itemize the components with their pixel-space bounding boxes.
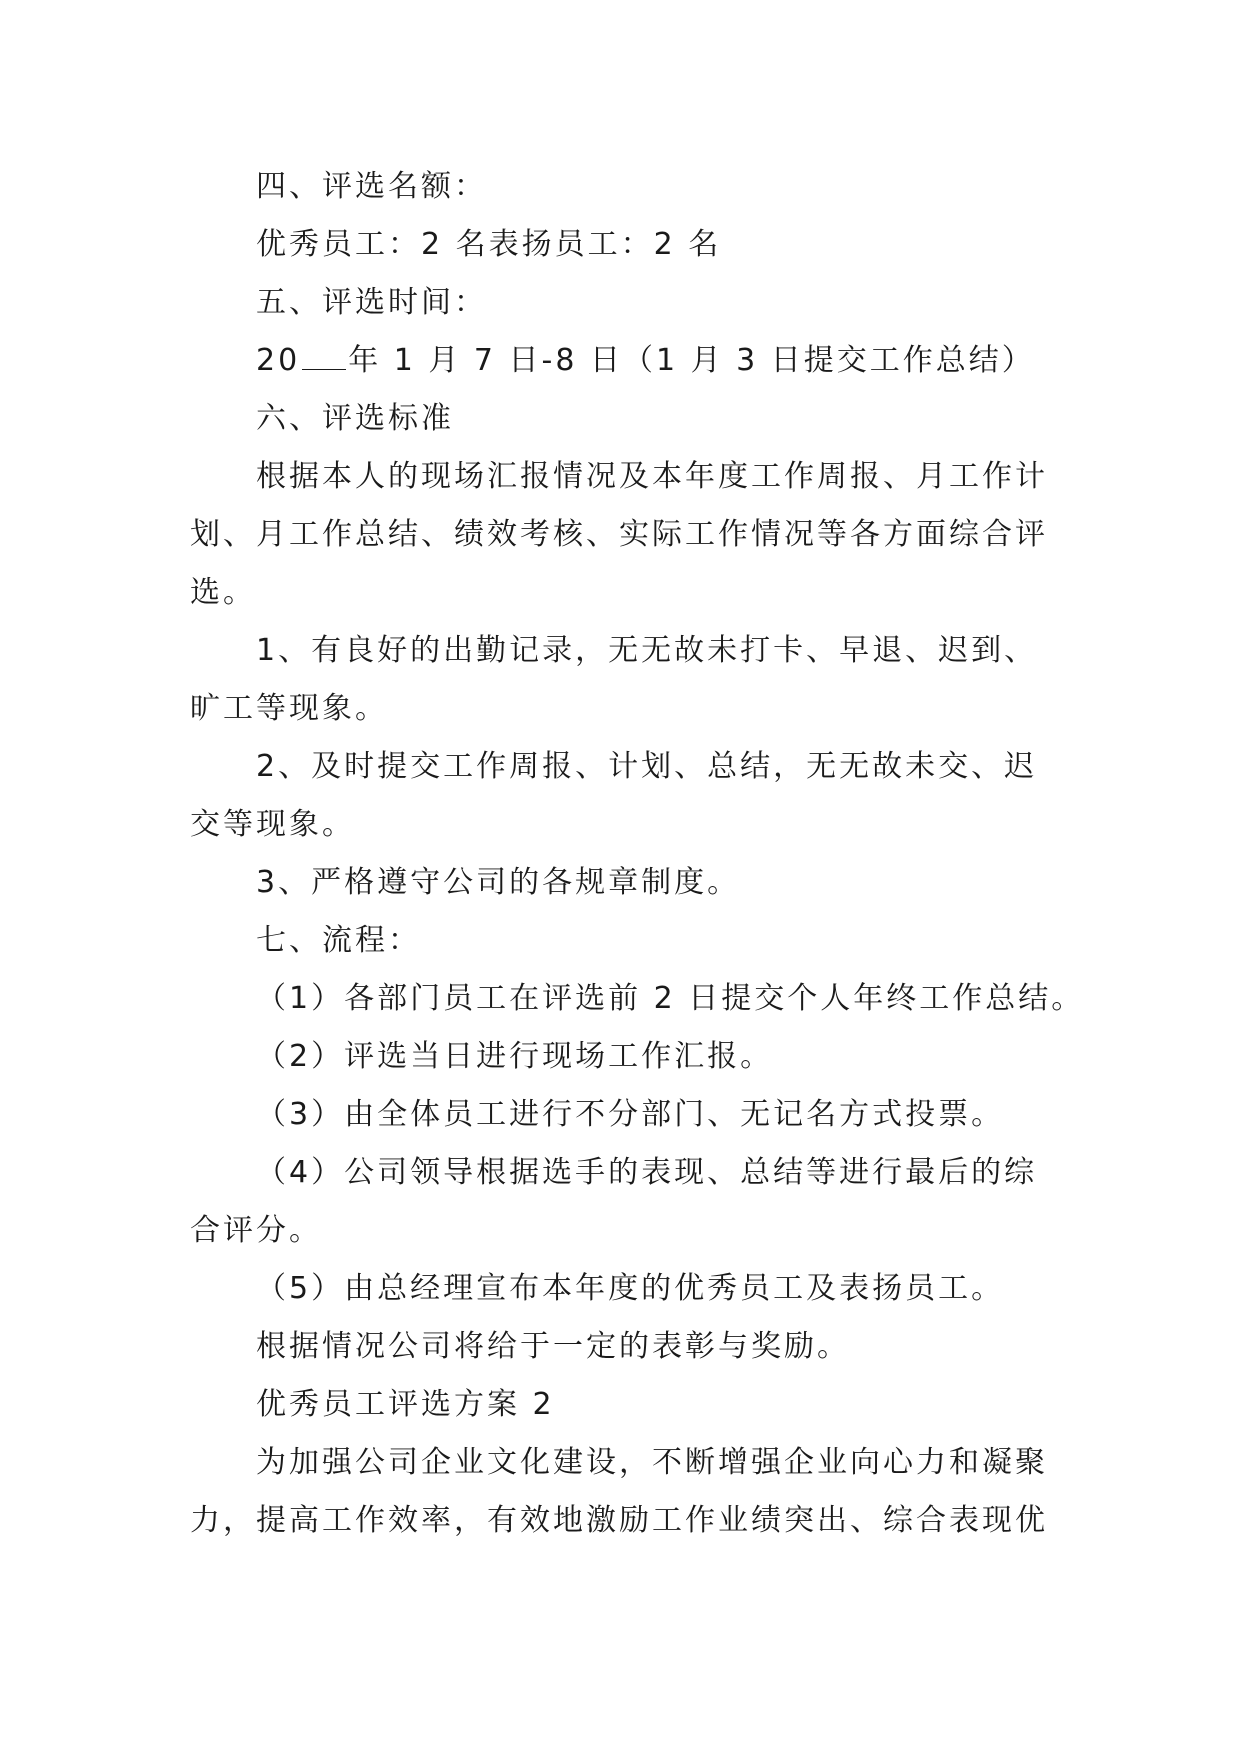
paragraph-line: 选。 — [190, 575, 256, 610]
paragraph-line: 旷工等现象。 — [190, 691, 388, 726]
process-step: （3）由全体员工进行不分部门、无记名方式投票。 — [256, 1097, 1005, 1132]
paragraph-line: 为加强公司企业文化建设，不断增强企业向心力和凝聚 — [256, 1445, 1048, 1480]
process-step: （1）各部门员工在评选前 2 日提交个人年终工作总结。 — [256, 981, 1085, 1016]
criteria-item: 1、有良好的出勤记录，无无故未打卡、早退、迟到、 — [256, 633, 1038, 668]
paragraph-line: 根据情况公司将给于一定的表彰与奖励。 — [256, 1329, 850, 1364]
paragraph-line: 优秀员工：2 名表扬员工：2 名 — [256, 227, 722, 262]
process-step: （4）公司领导根据选手的表现、总结等进行最后的综 — [256, 1155, 1038, 1190]
date-text: 年 1 月 7 日-8 日（1 月 3 日提交工作总结） — [348, 343, 1035, 378]
paragraph-line-date — [190, 332, 1060, 390]
section-heading-quota: 四、评选名额： — [256, 169, 487, 204]
paragraph-line: 根据本人的现场汇报情况及本年度工作周报、月工作计 — [256, 459, 1048, 494]
year-prefix: 20 — [256, 343, 301, 378]
section-heading-criteria: 六、评选标准 — [256, 401, 454, 436]
process-step: （2）评选当日进行现场工作汇报。 — [256, 1039, 774, 1074]
paragraph-line: 划、月工作总结、绩效考核、实际工作情况等各方面综合评 — [190, 517, 1048, 552]
document-body — [190, 158, 1085, 1550]
section-title-plan-2: 优秀员工评选方案 2 — [256, 1387, 555, 1422]
paragraph-line: 合评分。 — [190, 1213, 322, 1248]
section-heading-process: 七、流程： — [256, 923, 421, 958]
paragraph-line: 交等现象。 — [190, 807, 355, 842]
criteria-item: 3、严格遵守公司的各规章制度。 — [256, 865, 741, 900]
year-blank — [302, 343, 346, 370]
section-heading-time: 五、评选时间： — [256, 285, 487, 320]
paragraph-line: 力，提高工作效率，有效地激励工作业绩突出、综合表现优 — [190, 1503, 1048, 1538]
process-step: （5）由总经理宣布本年度的优秀员工及表扬员工。 — [256, 1271, 1005, 1306]
criteria-item: 2、及时提交工作周报、计划、总结，无无故未交、迟 — [256, 749, 1038, 784]
